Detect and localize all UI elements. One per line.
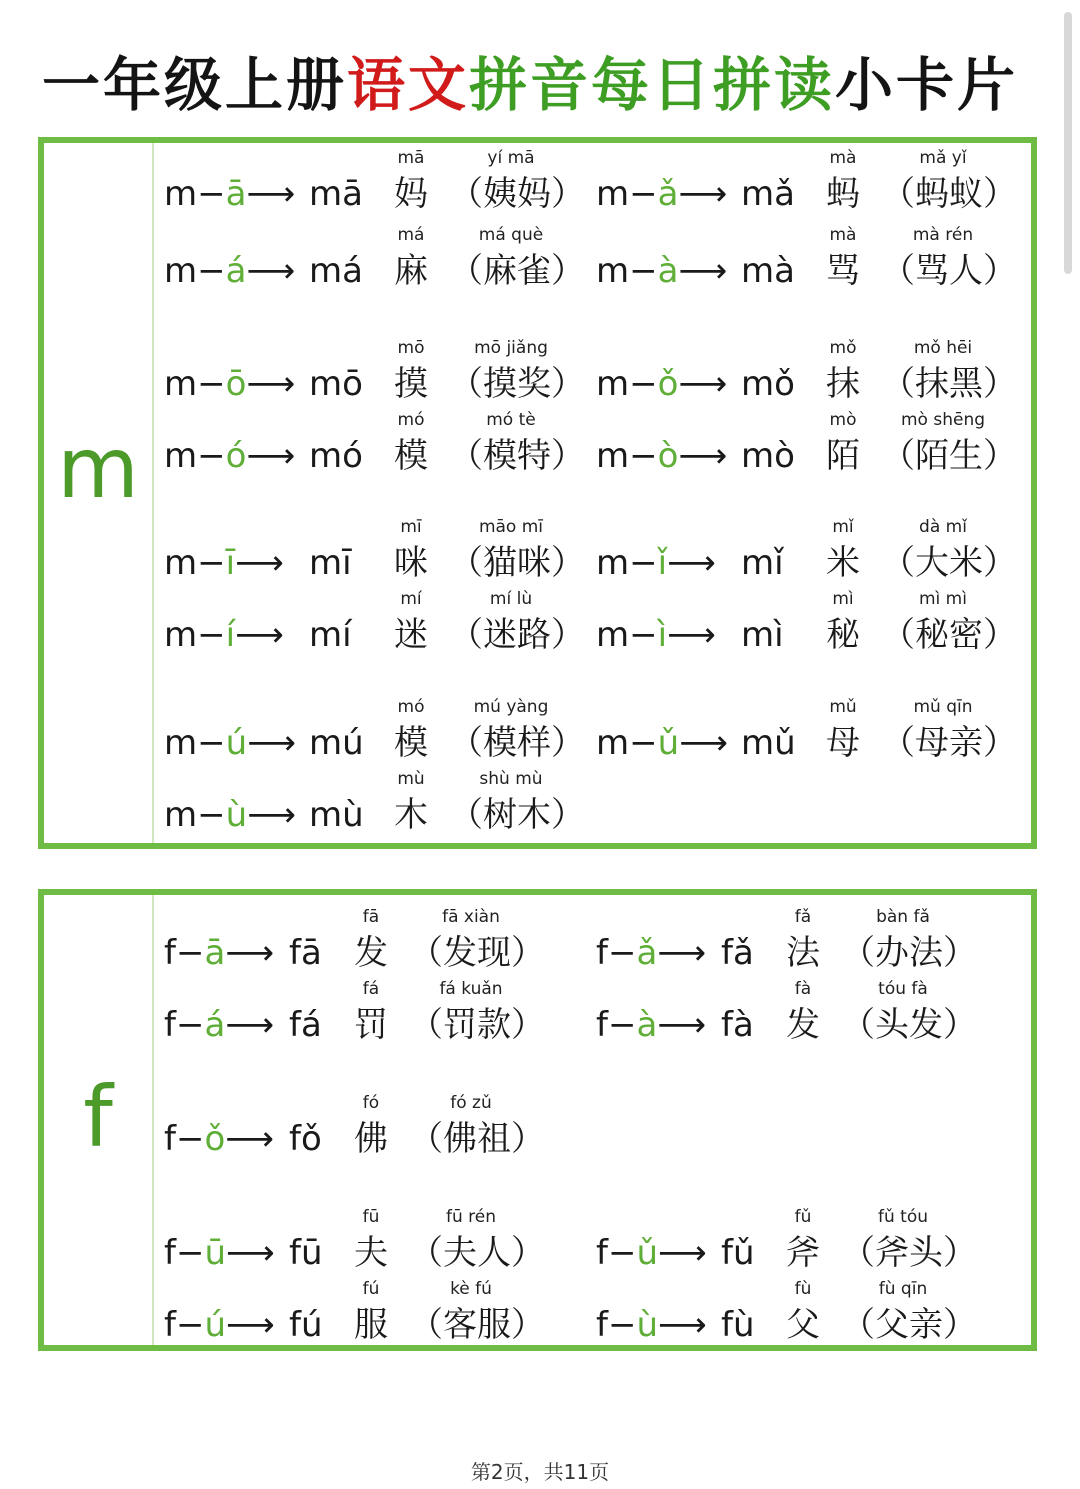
- spelling: [164, 364, 295, 404]
- word: （陌生）: [881, 436, 1017, 476]
- card-m: [38, 137, 1037, 849]
- character: 模: [394, 436, 428, 476]
- dash: −: [629, 251, 658, 291]
- dash: −: [629, 436, 658, 476]
- word-pinyin: shù mù: [479, 769, 543, 789]
- initial: m: [596, 723, 630, 763]
- arrow-icon: ⟶: [657, 933, 707, 973]
- dash: −: [175, 1233, 205, 1273]
- spelling: [164, 1005, 274, 1045]
- word: （母亲）: [881, 723, 1017, 763]
- initial: m: [164, 795, 198, 835]
- character: 蚂: [826, 174, 860, 214]
- arrow-icon: ⟶: [657, 1005, 707, 1045]
- word: （头发）: [841, 1005, 977, 1045]
- initial: f: [164, 1005, 176, 1045]
- character: 咪: [394, 543, 428, 583]
- word-pinyin: mǒ hēi: [913, 338, 973, 358]
- initial: m: [164, 251, 198, 291]
- char-pinyin: fú: [362, 1279, 380, 1299]
- word: （猫咪）: [449, 543, 585, 583]
- syllable: mǔ: [741, 723, 796, 763]
- syllable: mǒ: [741, 364, 795, 404]
- syllable: fā: [289, 933, 322, 973]
- dash: −: [197, 723, 226, 763]
- character: 斧: [786, 1233, 820, 1273]
- vowel: ú: [204, 1305, 227, 1345]
- arrow-icon: ⟶: [247, 795, 296, 835]
- character: 迷: [394, 615, 428, 655]
- syllable: fǔ: [721, 1233, 755, 1273]
- character: 模: [394, 723, 428, 763]
- arrow-icon: ⟶: [226, 1305, 275, 1345]
- dash: −: [197, 615, 226, 655]
- vowel: ǒ: [204, 1119, 226, 1159]
- vowel: ó: [225, 436, 247, 476]
- character: 米: [826, 543, 860, 583]
- arrow-icon: ⟶: [658, 1233, 707, 1273]
- initial: f: [164, 1119, 176, 1159]
- vowel: í: [225, 615, 236, 655]
- spelling: [164, 1233, 275, 1273]
- word: （骂人）: [881, 251, 1017, 291]
- char-pinyin: mí: [400, 589, 422, 609]
- dash: −: [197, 251, 226, 291]
- char-pinyin: mà: [829, 148, 857, 168]
- dash: −: [607, 1305, 637, 1345]
- char-pinyin: fá: [362, 979, 380, 999]
- vowel: ǎ: [657, 174, 679, 214]
- spelling: [164, 251, 295, 291]
- spelling: [596, 615, 716, 655]
- vowel: ú: [225, 723, 248, 763]
- syllable: mò: [741, 436, 795, 476]
- char-pinyin: mà: [829, 225, 857, 245]
- initial: m: [164, 615, 198, 655]
- syllable: mō: [309, 364, 363, 404]
- character: 陌: [826, 436, 860, 476]
- word: （树木）: [449, 795, 585, 835]
- char-pinyin: mù: [397, 769, 425, 789]
- syllable: fù: [721, 1305, 755, 1345]
- spelling: [596, 251, 727, 291]
- spelling: [164, 543, 284, 583]
- vowel: à: [636, 1005, 658, 1045]
- word-pinyin: fǔ tóu: [877, 1207, 928, 1227]
- spelling: [596, 174, 727, 214]
- character: 发: [354, 933, 388, 973]
- vowel: ì: [657, 615, 668, 655]
- syllable: mǐ: [741, 543, 784, 583]
- char-pinyin: mā: [397, 148, 425, 168]
- word: （迷路）: [449, 615, 585, 655]
- initial: m: [596, 543, 630, 583]
- dash: −: [175, 933, 205, 973]
- arrow-icon: ⟶: [246, 364, 296, 404]
- dash: −: [629, 543, 658, 583]
- word: （大米）: [881, 543, 1017, 583]
- character: 发: [786, 1005, 820, 1045]
- char-pinyin: fó: [362, 1093, 380, 1113]
- word-pinyin: mō jiǎng: [474, 338, 548, 358]
- vowel: ù: [225, 795, 248, 835]
- arrow-icon: ⟶: [247, 723, 296, 763]
- dash: −: [197, 364, 226, 404]
- page-title: 一年级上册语文拼音每日拼读小卡片: [41, 51, 1019, 119]
- syllable: mǎ: [741, 174, 795, 214]
- word-pinyin: tóu fà: [878, 979, 928, 999]
- scrollbar[interactable]: [1064, 12, 1072, 274]
- word-pinyin: fù qīn: [878, 1279, 928, 1299]
- dash: −: [607, 1005, 637, 1045]
- arrow-icon: ⟶: [678, 436, 728, 476]
- spelling: [164, 933, 274, 973]
- dash: −: [197, 795, 226, 835]
- char-pinyin: fù: [794, 1279, 812, 1299]
- arrow-icon: ⟶: [235, 615, 284, 655]
- dash: −: [629, 364, 658, 404]
- vowel: ǒ: [657, 364, 679, 404]
- character: 罚: [354, 1005, 388, 1045]
- arrow-icon: ⟶: [235, 543, 284, 583]
- word-pinyin: māo mī: [478, 517, 544, 537]
- character: 麻: [394, 251, 428, 291]
- syllable: mù: [309, 795, 364, 835]
- character: 抹: [826, 364, 860, 404]
- syllable: fà: [721, 1005, 754, 1045]
- char-pinyin: fǎ: [794, 907, 812, 927]
- dash: −: [629, 174, 658, 214]
- spelling: [596, 1233, 707, 1273]
- word-pinyin: mà rén: [912, 225, 974, 245]
- initial: m: [596, 615, 630, 655]
- vowel: ǔ: [657, 723, 680, 763]
- initial: m: [164, 723, 198, 763]
- dash: −: [175, 1005, 205, 1045]
- page-indicator: 第2页，共11页: [470, 1460, 610, 1484]
- vowel: à: [657, 251, 679, 291]
- syllable: mī: [309, 543, 352, 583]
- letter-column: [44, 143, 154, 843]
- spelling: [164, 795, 296, 835]
- char-pinyin: mǒ: [829, 338, 857, 358]
- arrow-icon: ⟶: [246, 436, 296, 476]
- word-pinyin: mó tè: [486, 410, 536, 430]
- word: （摸奖）: [449, 364, 585, 404]
- word-pinyin: mò shēng: [900, 410, 986, 430]
- initial: f: [596, 933, 608, 973]
- arrow-icon: ⟶: [678, 174, 728, 214]
- char-pinyin: fā: [362, 907, 380, 927]
- initial-letter: m: [57, 419, 139, 517]
- arrow-icon: ⟶: [246, 174, 296, 214]
- word: （麻雀）: [449, 251, 585, 291]
- character: 法: [786, 933, 820, 973]
- dash: −: [607, 1233, 637, 1273]
- vowel: ǎ: [636, 933, 658, 973]
- vowel: á: [204, 1005, 226, 1045]
- arrow-icon: ⟶: [246, 251, 296, 291]
- letter-column: [44, 895, 154, 1345]
- syllable: mà: [741, 251, 795, 291]
- spelling: [596, 436, 727, 476]
- word-pinyin: mú yàng: [473, 697, 549, 717]
- spelling: [596, 1005, 706, 1045]
- word: （斧头）: [841, 1233, 977, 1273]
- initial: f: [164, 1305, 176, 1345]
- syllable: fū: [289, 1233, 323, 1273]
- arrow-icon: ⟶: [678, 251, 728, 291]
- syllable: mì: [741, 615, 784, 655]
- syllable: mā: [309, 174, 363, 214]
- syllable: fǒ: [289, 1119, 322, 1159]
- word: （父亲）: [841, 1305, 977, 1345]
- initial: f: [164, 933, 176, 973]
- arrow-icon: ⟶: [667, 615, 716, 655]
- dash: −: [197, 436, 226, 476]
- vowel: ǐ: [657, 543, 668, 583]
- char-pinyin: mǐ: [832, 517, 854, 537]
- word: （客服）: [409, 1305, 545, 1345]
- spelling: [596, 723, 728, 763]
- arrow-icon: ⟶: [226, 1233, 275, 1273]
- syllable: fú: [289, 1305, 323, 1345]
- spelling: [164, 1305, 275, 1345]
- arrow-icon: ⟶: [225, 1005, 275, 1045]
- vowel: ǔ: [636, 1233, 659, 1273]
- dash: −: [197, 174, 226, 214]
- character: 佛: [354, 1119, 388, 1159]
- initial: m: [164, 174, 198, 214]
- word-pinyin: kè fú: [450, 1279, 492, 1299]
- word-pinyin: mì mì: [919, 589, 967, 609]
- initial: f: [596, 1305, 608, 1345]
- char-pinyin: mǔ: [829, 697, 857, 717]
- word-pinyin: bàn fǎ: [876, 907, 930, 927]
- word-pinyin: mǔ qīn: [913, 697, 973, 717]
- word: （模特）: [449, 436, 585, 476]
- word: （抹黑）: [881, 364, 1017, 404]
- syllable: mú: [309, 723, 364, 763]
- word: （发现）: [409, 933, 545, 973]
- initial: f: [596, 1233, 608, 1273]
- char-pinyin: fà: [794, 979, 812, 999]
- arrow-icon: ⟶: [679, 723, 728, 763]
- vowel: ā: [225, 174, 247, 214]
- syllable: mó: [309, 436, 363, 476]
- dash: −: [197, 543, 226, 583]
- vowel: á: [225, 251, 247, 291]
- initial: m: [164, 543, 198, 583]
- arrow-icon: ⟶: [658, 1305, 707, 1345]
- spelling: [596, 933, 706, 973]
- character: 服: [354, 1305, 388, 1345]
- char-pinyin: fū: [362, 1207, 380, 1227]
- vowel: ū: [204, 1233, 227, 1273]
- spelling: [164, 615, 284, 655]
- word: （罚款）: [409, 1005, 545, 1045]
- word-pinyin: mǎ yǐ: [919, 148, 967, 168]
- dash: −: [175, 1305, 205, 1345]
- vowel: ī: [225, 543, 236, 583]
- initial: m: [164, 436, 198, 476]
- arrow-icon: ⟶: [225, 933, 275, 973]
- char-pinyin: mì: [832, 589, 854, 609]
- char-pinyin: má: [397, 225, 425, 245]
- dash: −: [629, 723, 658, 763]
- vowel: ō: [225, 364, 247, 404]
- char-pinyin: mō: [397, 338, 425, 358]
- spelling: [164, 436, 295, 476]
- char-pinyin: mó: [397, 410, 425, 430]
- word-pinyin: má què: [478, 225, 544, 245]
- character: 夫: [354, 1233, 388, 1273]
- vowel: ù: [636, 1305, 659, 1345]
- character: 妈: [394, 174, 428, 214]
- arrow-icon: ⟶: [678, 364, 728, 404]
- word-pinyin: yí mā: [487, 148, 535, 168]
- spelling: [596, 1305, 707, 1345]
- word-pinyin: fá kuǎn: [439, 979, 503, 999]
- spelling: [164, 1119, 274, 1159]
- syllable: mí: [309, 615, 352, 655]
- character: 父: [786, 1305, 820, 1345]
- word-pinyin: fó zǔ: [450, 1093, 492, 1113]
- char-pinyin: mò: [829, 410, 857, 430]
- word-pinyin: mí lù: [489, 589, 533, 609]
- character: 母: [826, 723, 860, 763]
- dash: −: [629, 615, 658, 655]
- word: （姨妈）: [449, 174, 585, 214]
- char-pinyin: fǔ: [794, 1207, 812, 1227]
- word: （秘密）: [881, 615, 1017, 655]
- initial-letter: f: [83, 1068, 113, 1166]
- initial: f: [596, 1005, 608, 1045]
- initial: m: [596, 251, 630, 291]
- dash: −: [607, 933, 637, 973]
- character: 摸: [394, 364, 428, 404]
- dash: −: [175, 1119, 205, 1159]
- initial: m: [596, 174, 630, 214]
- spelling: [596, 543, 716, 583]
- vowel: ā: [204, 933, 226, 973]
- syllable: fá: [289, 1005, 322, 1045]
- word-pinyin: fā xiàn: [442, 907, 500, 927]
- word: （蚂蚁）: [881, 174, 1017, 214]
- vowel: ò: [657, 436, 679, 476]
- arrow-icon: ⟶: [667, 543, 716, 583]
- character: 秘: [826, 615, 860, 655]
- spelling: [164, 723, 296, 763]
- word-pinyin: dà mǐ: [919, 517, 967, 537]
- card-f: [38, 889, 1037, 1351]
- spelling: [164, 174, 295, 214]
- syllable: fǎ: [721, 933, 754, 973]
- word: （模样）: [449, 723, 585, 763]
- word: （办法）: [841, 933, 977, 973]
- initial: m: [164, 364, 198, 404]
- word: （夫人）: [409, 1233, 545, 1273]
- syllable: má: [309, 251, 363, 291]
- character: 骂: [826, 251, 860, 291]
- word: （佛祖）: [409, 1119, 545, 1159]
- spelling: [596, 364, 727, 404]
- char-pinyin: mī: [400, 517, 422, 537]
- initial: f: [164, 1233, 176, 1273]
- initial: m: [596, 436, 630, 476]
- arrow-icon: ⟶: [225, 1119, 275, 1159]
- char-pinyin: mó: [397, 697, 425, 717]
- word-pinyin: fū rén: [445, 1207, 496, 1227]
- character: 木: [394, 795, 428, 835]
- initial: m: [596, 364, 630, 404]
